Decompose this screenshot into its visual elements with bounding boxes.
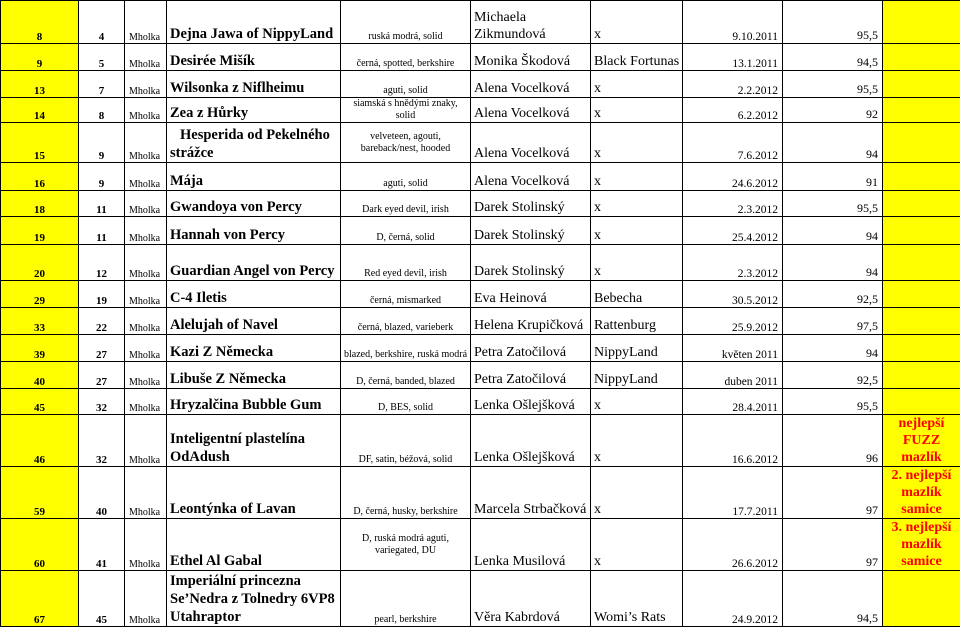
sex-cell: Mholka [125, 44, 167, 71]
catalog-number: 39 [1, 335, 79, 362]
kennel-title: x [591, 389, 683, 415]
sex-cell: Mholka [125, 191, 167, 217]
table-row [1, 519, 960, 571]
sex-cell: Mholka [125, 71, 167, 98]
award-cell [883, 245, 960, 281]
breeder-name: Eva Heinová [471, 281, 591, 308]
rat-name: Kazi Z Německa [167, 335, 341, 362]
table-row [1, 163, 960, 191]
sex-cell: Mholka [125, 335, 167, 362]
class-number: 19 [79, 281, 125, 308]
color-variety: pearl, berkshire [341, 571, 471, 627]
award-cell: 2. nejlepší mazlík samice [883, 467, 960, 519]
table-row [1, 217, 960, 245]
points: 94 [783, 123, 883, 163]
award-cell [883, 362, 960, 389]
kennel-title: x [591, 415, 683, 467]
catalog-number: 16 [1, 163, 79, 191]
sex-cell: Mholka [125, 571, 167, 627]
rat-name: Ethel Al Gabal [167, 519, 341, 571]
birth-date: 30.5.2012 [683, 281, 783, 308]
points: 96 [783, 415, 883, 467]
table-row [1, 467, 960, 519]
kennel-title: Womi’s Rats [591, 571, 683, 627]
sex-cell: Mholka [125, 519, 167, 571]
rat-name: Alelujah of Navel [167, 308, 341, 335]
points: 94,5 [783, 44, 883, 71]
rat-name-line: Hesperida od Pekelného [170, 126, 337, 144]
sex-cell: Mholka [125, 1, 167, 44]
kennel-title: x [591, 217, 683, 245]
award-cell [883, 217, 960, 245]
breeder-name: Marcela Strbačková [471, 467, 591, 519]
award-cell [883, 44, 960, 71]
kennel-title: x [591, 519, 683, 571]
color-variety: ruská modrá, solid [341, 1, 471, 44]
birth-date: květen 2011 [683, 335, 783, 362]
color-variety: aguti, solid [341, 163, 471, 191]
birth-date: 2.3.2012 [683, 245, 783, 281]
rat-name [167, 415, 341, 467]
award-cell [883, 163, 960, 191]
table-row [1, 191, 960, 217]
table-row [1, 571, 960, 627]
rat-name [167, 571, 341, 627]
points: 92,5 [783, 362, 883, 389]
birth-date: 2.2.2012 [683, 71, 783, 98]
color-variety: blazed, berkshire, ruská modrá [341, 335, 471, 362]
breeder-name: Lenka Ošlejšková [471, 415, 591, 467]
award-cell [883, 71, 960, 98]
catalog-number: 46 [1, 415, 79, 467]
table-row [1, 415, 960, 467]
points: 97 [783, 467, 883, 519]
class-number: 11 [79, 217, 125, 245]
class-number: 9 [79, 163, 125, 191]
breeder-name: Petra Zatočilová [471, 362, 591, 389]
breeder-name: Darek Stolinský [471, 217, 591, 245]
kennel-title: Bebecha [591, 281, 683, 308]
class-number: 32 [79, 389, 125, 415]
catalog-number: 59 [1, 467, 79, 519]
rat-name: C-4 Iletis [167, 281, 341, 308]
class-number: 27 [79, 362, 125, 389]
rat-name-line: Utahraptor [170, 608, 337, 626]
points: 94 [783, 335, 883, 362]
color-variety: Red eyed devil, irish [341, 245, 471, 281]
breeder-line: Zikmundová [474, 26, 587, 43]
rat-name-line: Se’Nedra z Tolnedry 6VP8 [170, 590, 337, 608]
breeder-name: Darek Stolinský [471, 191, 591, 217]
kennel-title: NippyLand [591, 335, 683, 362]
color-variety: D, ruská modrá aguti, variegated, DU [341, 519, 471, 571]
award-cell [883, 571, 960, 627]
breeder-line: Michaela [474, 9, 587, 26]
sex-cell: Mholka [125, 123, 167, 163]
table-row [1, 362, 960, 389]
points: 95,5 [783, 71, 883, 98]
catalog-number: 19 [1, 217, 79, 245]
sex-cell: Mholka [125, 362, 167, 389]
class-number: 27 [79, 335, 125, 362]
color-variety: černá, blazed, varieberk [341, 308, 471, 335]
award-cell [883, 1, 960, 44]
rat-name: Hannah von Percy [167, 217, 341, 245]
breeder-name: Lenka Ošlejšková [471, 389, 591, 415]
sex-cell: Mholka [125, 245, 167, 281]
table-row [1, 98, 960, 123]
breeder-name: Alena Vocelková [471, 123, 591, 163]
rat-name: Wilsonka z Niflheimu [167, 71, 341, 98]
rat-name-line: Inteligentní plastelína [170, 430, 337, 448]
award-cell: nejlepší FUZZ mazlík [883, 415, 960, 467]
class-number: 12 [79, 245, 125, 281]
award-cell [883, 335, 960, 362]
rat-name: Mája [167, 163, 341, 191]
table-row [1, 335, 960, 362]
table-row [1, 123, 960, 163]
points: 94 [783, 217, 883, 245]
breeder-name: Darek Stolinský [471, 245, 591, 281]
birth-date: 13.1.2011 [683, 44, 783, 71]
class-number: 32 [79, 415, 125, 467]
points: 95,5 [783, 1, 883, 44]
award-cell [883, 281, 960, 308]
table-row [1, 1, 960, 44]
catalog-number: 45 [1, 389, 79, 415]
birth-date: 28.4.2011 [683, 389, 783, 415]
catalog-number: 20 [1, 245, 79, 281]
birth-date: 6.2.2012 [683, 98, 783, 123]
birth-date: 2.3.2012 [683, 191, 783, 217]
class-number: 11 [79, 191, 125, 217]
birth-date: 25.9.2012 [683, 308, 783, 335]
award-cell [883, 123, 960, 163]
points: 95,5 [783, 191, 883, 217]
class-number: 9 [79, 123, 125, 163]
sex-cell: Mholka [125, 163, 167, 191]
class-number: 7 [79, 71, 125, 98]
catalog-number: 40 [1, 362, 79, 389]
catalog-number: 18 [1, 191, 79, 217]
color-variety: D, černá, husky, berkshire [341, 467, 471, 519]
breeder-name: Alena Vocelková [471, 163, 591, 191]
catalog-number: 13 [1, 71, 79, 98]
kennel-title: x [591, 1, 683, 44]
points: 97,5 [783, 308, 883, 335]
color-variety: aguti, solid [341, 71, 471, 98]
award-cell [883, 98, 960, 123]
kennel-title: NippyLand [591, 362, 683, 389]
rat-name: Leontýnka of Lavan [167, 467, 341, 519]
rat-name: Hryzalčina Bubble Gum [167, 389, 341, 415]
birth-date: 7.6.2012 [683, 123, 783, 163]
catalog-number: 33 [1, 308, 79, 335]
class-number: 41 [79, 519, 125, 571]
points: 94 [783, 245, 883, 281]
rat-name: Gwandoya von Percy [167, 191, 341, 217]
catalog-number: 60 [1, 519, 79, 571]
class-number: 22 [79, 308, 125, 335]
rat-name: Guardian Angel von Percy [167, 245, 341, 281]
catalog-number: 15 [1, 123, 79, 163]
sex-cell: Mholka [125, 389, 167, 415]
class-number: 40 [79, 467, 125, 519]
sex-cell: Mholka [125, 281, 167, 308]
breeder-name: Alena Vocelková [471, 98, 591, 123]
breeder-name: Petra Zatočilová [471, 335, 591, 362]
color-variety: D, černá, banded, blazed [341, 362, 471, 389]
rat-name: Dejna Jawa of NippyLand [167, 1, 341, 44]
table-row [1, 308, 960, 335]
catalog-number: 9 [1, 44, 79, 71]
kennel-title: x [591, 71, 683, 98]
sex-cell: Mholka [125, 467, 167, 519]
rat-name: Desirée Mišík [167, 44, 341, 71]
kennel-title: x [591, 191, 683, 217]
class-number: 45 [79, 571, 125, 627]
color-variety: D, BES, solid [341, 389, 471, 415]
table-row [1, 245, 960, 281]
color-variety: D, černá, solid [341, 217, 471, 245]
color-variety: černá, mismarked [341, 281, 471, 308]
color-variety: siamská s hnědými znaky, solid [341, 98, 471, 123]
award-cell: 3. nejlepší mazlík samice [883, 519, 960, 571]
kennel-title: x [591, 467, 683, 519]
rat-name [167, 123, 341, 163]
kennel-title: x [591, 123, 683, 163]
kennel-title: Rattenburg [591, 308, 683, 335]
rat-name-line: Imperiální princezna [170, 572, 337, 590]
award-cell [883, 389, 960, 415]
kennel-title: Black Fortunas [591, 44, 683, 71]
points: 91 [783, 163, 883, 191]
color-variety: velveteen, agouti, bareback/nest, hooded [341, 123, 471, 163]
breeder-name: Helena Krupičková [471, 308, 591, 335]
breeder-name: Lenka Musilová [471, 519, 591, 571]
points: 92,5 [783, 281, 883, 308]
birth-date: 17.7.2011 [683, 467, 783, 519]
sex-cell: Mholka [125, 98, 167, 123]
catalog-number: 67 [1, 571, 79, 627]
breeder-name [471, 1, 591, 44]
sex-cell: Mholka [125, 308, 167, 335]
points: 95,5 [783, 389, 883, 415]
sex-cell: Mholka [125, 415, 167, 467]
class-number: 4 [79, 1, 125, 44]
kennel-title: x [591, 98, 683, 123]
class-number: 8 [79, 98, 125, 123]
catalog-number: 29 [1, 281, 79, 308]
color-variety: černá, spotted, berkshire [341, 44, 471, 71]
table-row [1, 389, 960, 415]
catalog-number: 8 [1, 1, 79, 44]
catalog-number: 14 [1, 98, 79, 123]
birth-date: 16.6.2012 [683, 415, 783, 467]
color-variety: DF, satin, béžová, solid [341, 415, 471, 467]
birth-date: 24.9.2012 [683, 571, 783, 627]
award-cell [883, 191, 960, 217]
points: 94,5 [783, 571, 883, 627]
birth-date: 24.6.2012 [683, 163, 783, 191]
rat-name-line: strážce [170, 144, 337, 162]
birth-date: 26.6.2012 [683, 519, 783, 571]
color-variety: Dark eyed devil, irish [341, 191, 471, 217]
birth-date: 9.10.2011 [683, 1, 783, 44]
table-row [1, 281, 960, 308]
award-cell [883, 308, 960, 335]
class-number: 5 [79, 44, 125, 71]
table-row [1, 44, 960, 71]
birth-date: 25.4.2012 [683, 217, 783, 245]
kennel-title: x [591, 245, 683, 281]
breeder-name: Monika Škodová [471, 44, 591, 71]
birth-date: duben 2011 [683, 362, 783, 389]
kennel-title: x [591, 163, 683, 191]
points: 92 [783, 98, 883, 123]
breeder-name: Věra Kabrdová [471, 571, 591, 627]
points: 97 [783, 519, 883, 571]
sex-cell: Mholka [125, 217, 167, 245]
table-row [1, 71, 960, 98]
rat-name: Zea z Hůrky [167, 98, 341, 123]
rat-name: Libuše Z Německa [167, 362, 341, 389]
rat-name-line: OdAdush [170, 448, 337, 466]
breeder-name: Alena Vocelková [471, 71, 591, 98]
